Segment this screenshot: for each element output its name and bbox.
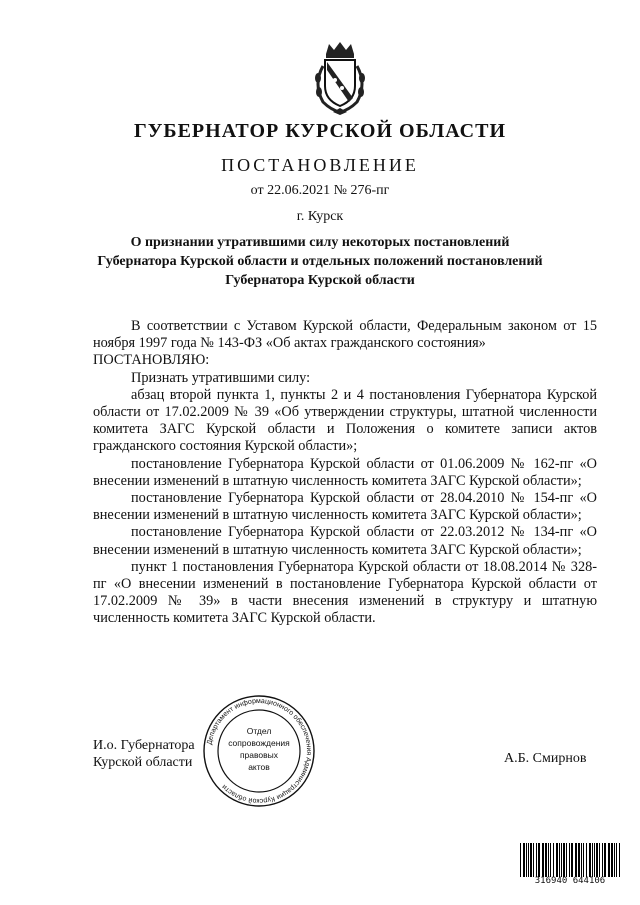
body-paragraph: постановление Губернатора Курской области от 28.04.2010 № 154-пг «О внесении изменений в штатную численность комитета ЗАГС Курской области»; — [93, 490, 597, 524]
barcode-bar — [545, 843, 547, 877]
body-paragraph: Признать утратившими силу: — [131, 369, 311, 386]
barcode-bar — [542, 843, 544, 877]
barcode-bar — [523, 843, 525, 877]
barcode-bar — [548, 843, 549, 877]
official-stamp — [196, 695, 322, 807]
stamp-center-line: Отдел — [246, 726, 272, 736]
subject-line: Губернатора Курской области — [225, 273, 415, 288]
issuer-title: ГУБЕРНАТОР КУРСКОЙ ОБЛАСТИ — [133, 120, 507, 142]
subject-line: Губернатора Курской области и отдельных положений постановлений — [97, 254, 543, 269]
barcode-bars — [519, 843, 621, 877]
stamp-ring-text: Департамент информационного обеспечения Администрации Курской области — [206, 697, 313, 805]
barcode-bar — [589, 843, 591, 877]
body-paragraph: постановление Губернатора Курской области от 01.06.2009 № 162-пг «О внесении изменений в штатную численность комитета ЗАГС Курской области»; — [93, 455, 597, 489]
barcode-bar — [583, 843, 584, 877]
barcode-bar — [566, 843, 567, 877]
barcode-bar — [586, 843, 587, 877]
barcode-bar — [599, 843, 600, 877]
barcode-bar — [592, 843, 593, 877]
barcode-bar — [571, 843, 573, 877]
barcode-bar — [520, 843, 521, 877]
body-paragraph: постановление Губернатора Курской области от 22.03.2012 № 134-пг «О внесении изменений в штатную численность комитета ЗАГС Курской области»; — [93, 524, 597, 558]
barcode-bar — [563, 843, 565, 877]
body-paragraph: пункт 1 постановления Губернатора Курской области от 18.08.2014 № 328-пг «О внесении изменений в постановление Губернатора Курской области от 17.02.2009 № 39» в части внесения изменений в структуру и штатную численность комитета ЗАГС Курской области. — [93, 558, 597, 627]
barcode-bar — [553, 843, 554, 877]
barcode-bar — [538, 843, 540, 877]
barcode-bar — [533, 843, 534, 877]
barcode-bar — [530, 843, 532, 877]
barcode-bar — [614, 843, 615, 877]
stamp-center-line: правовых — [239, 750, 279, 760]
barcode-bar — [569, 843, 570, 877]
body-paragraph: абзац второй пункта 1, пункты 2 и 4 постановления Губернатора Курской области от 17.02.2009 № 39 «Об утверждении структуры, штатной численности комитета ЗАГС Курской области и Положения о комитете записи актов гражданского состояния Курской области»; — [93, 386, 597, 455]
barcode-bar — [619, 843, 620, 877]
document-city: г. Курск — [296, 209, 344, 224]
signatory-position-line: И.о. Губернатора — [93, 738, 195, 753]
barcode-bar — [556, 843, 558, 877]
barcode-bar — [536, 843, 537, 877]
stamp-center-line: сопровождения — [228, 738, 290, 748]
document-body — [93, 318, 597, 628]
barcode-bar — [608, 843, 610, 877]
barcode-bar — [528, 843, 529, 877]
barcode-bar — [561, 843, 562, 877]
barcode-bar — [602, 843, 603, 877]
barcode-bar — [611, 843, 613, 877]
barcode-bar — [594, 843, 595, 877]
document-subject — [0, 233, 640, 290]
barcode-number: 316940 644106 — [534, 876, 606, 886]
barcode — [519, 843, 621, 891]
barcode-bar — [550, 843, 551, 877]
barcode-bar — [526, 843, 527, 877]
stamp-center-line: актов — [248, 762, 270, 772]
body-paragraph: В соответствии с Уставом Курской области, Федеральным законом от 15 ноября 1997 года № 143-ФЗ «Об актах гражданского состояния» — [93, 318, 597, 352]
signatory-position-line: Курской области — [93, 755, 193, 770]
document-type: ПОСТАНОВЛЕНИЕ — [221, 155, 419, 175]
coat-of-arms-emblem — [309, 40, 371, 116]
signatory-position — [93, 737, 195, 771]
barcode-bar — [559, 843, 560, 877]
barcode-bar — [596, 843, 598, 877]
barcode-bar — [604, 843, 606, 877]
barcode-bar — [578, 843, 580, 877]
document-date-number: от 22.06.2021 № 276-пг — [250, 183, 390, 198]
subject-line: О признании утратившими силу некоторых постановлений — [130, 235, 510, 250]
body-paragraph-decree: ПОСТАНОВЛЯЮ: — [93, 352, 210, 369]
barcode-bar — [575, 843, 577, 877]
barcode-bar — [616, 843, 617, 877]
barcode-bar — [581, 843, 582, 877]
signatory-name: А.Б. Смирнов — [504, 751, 587, 766]
